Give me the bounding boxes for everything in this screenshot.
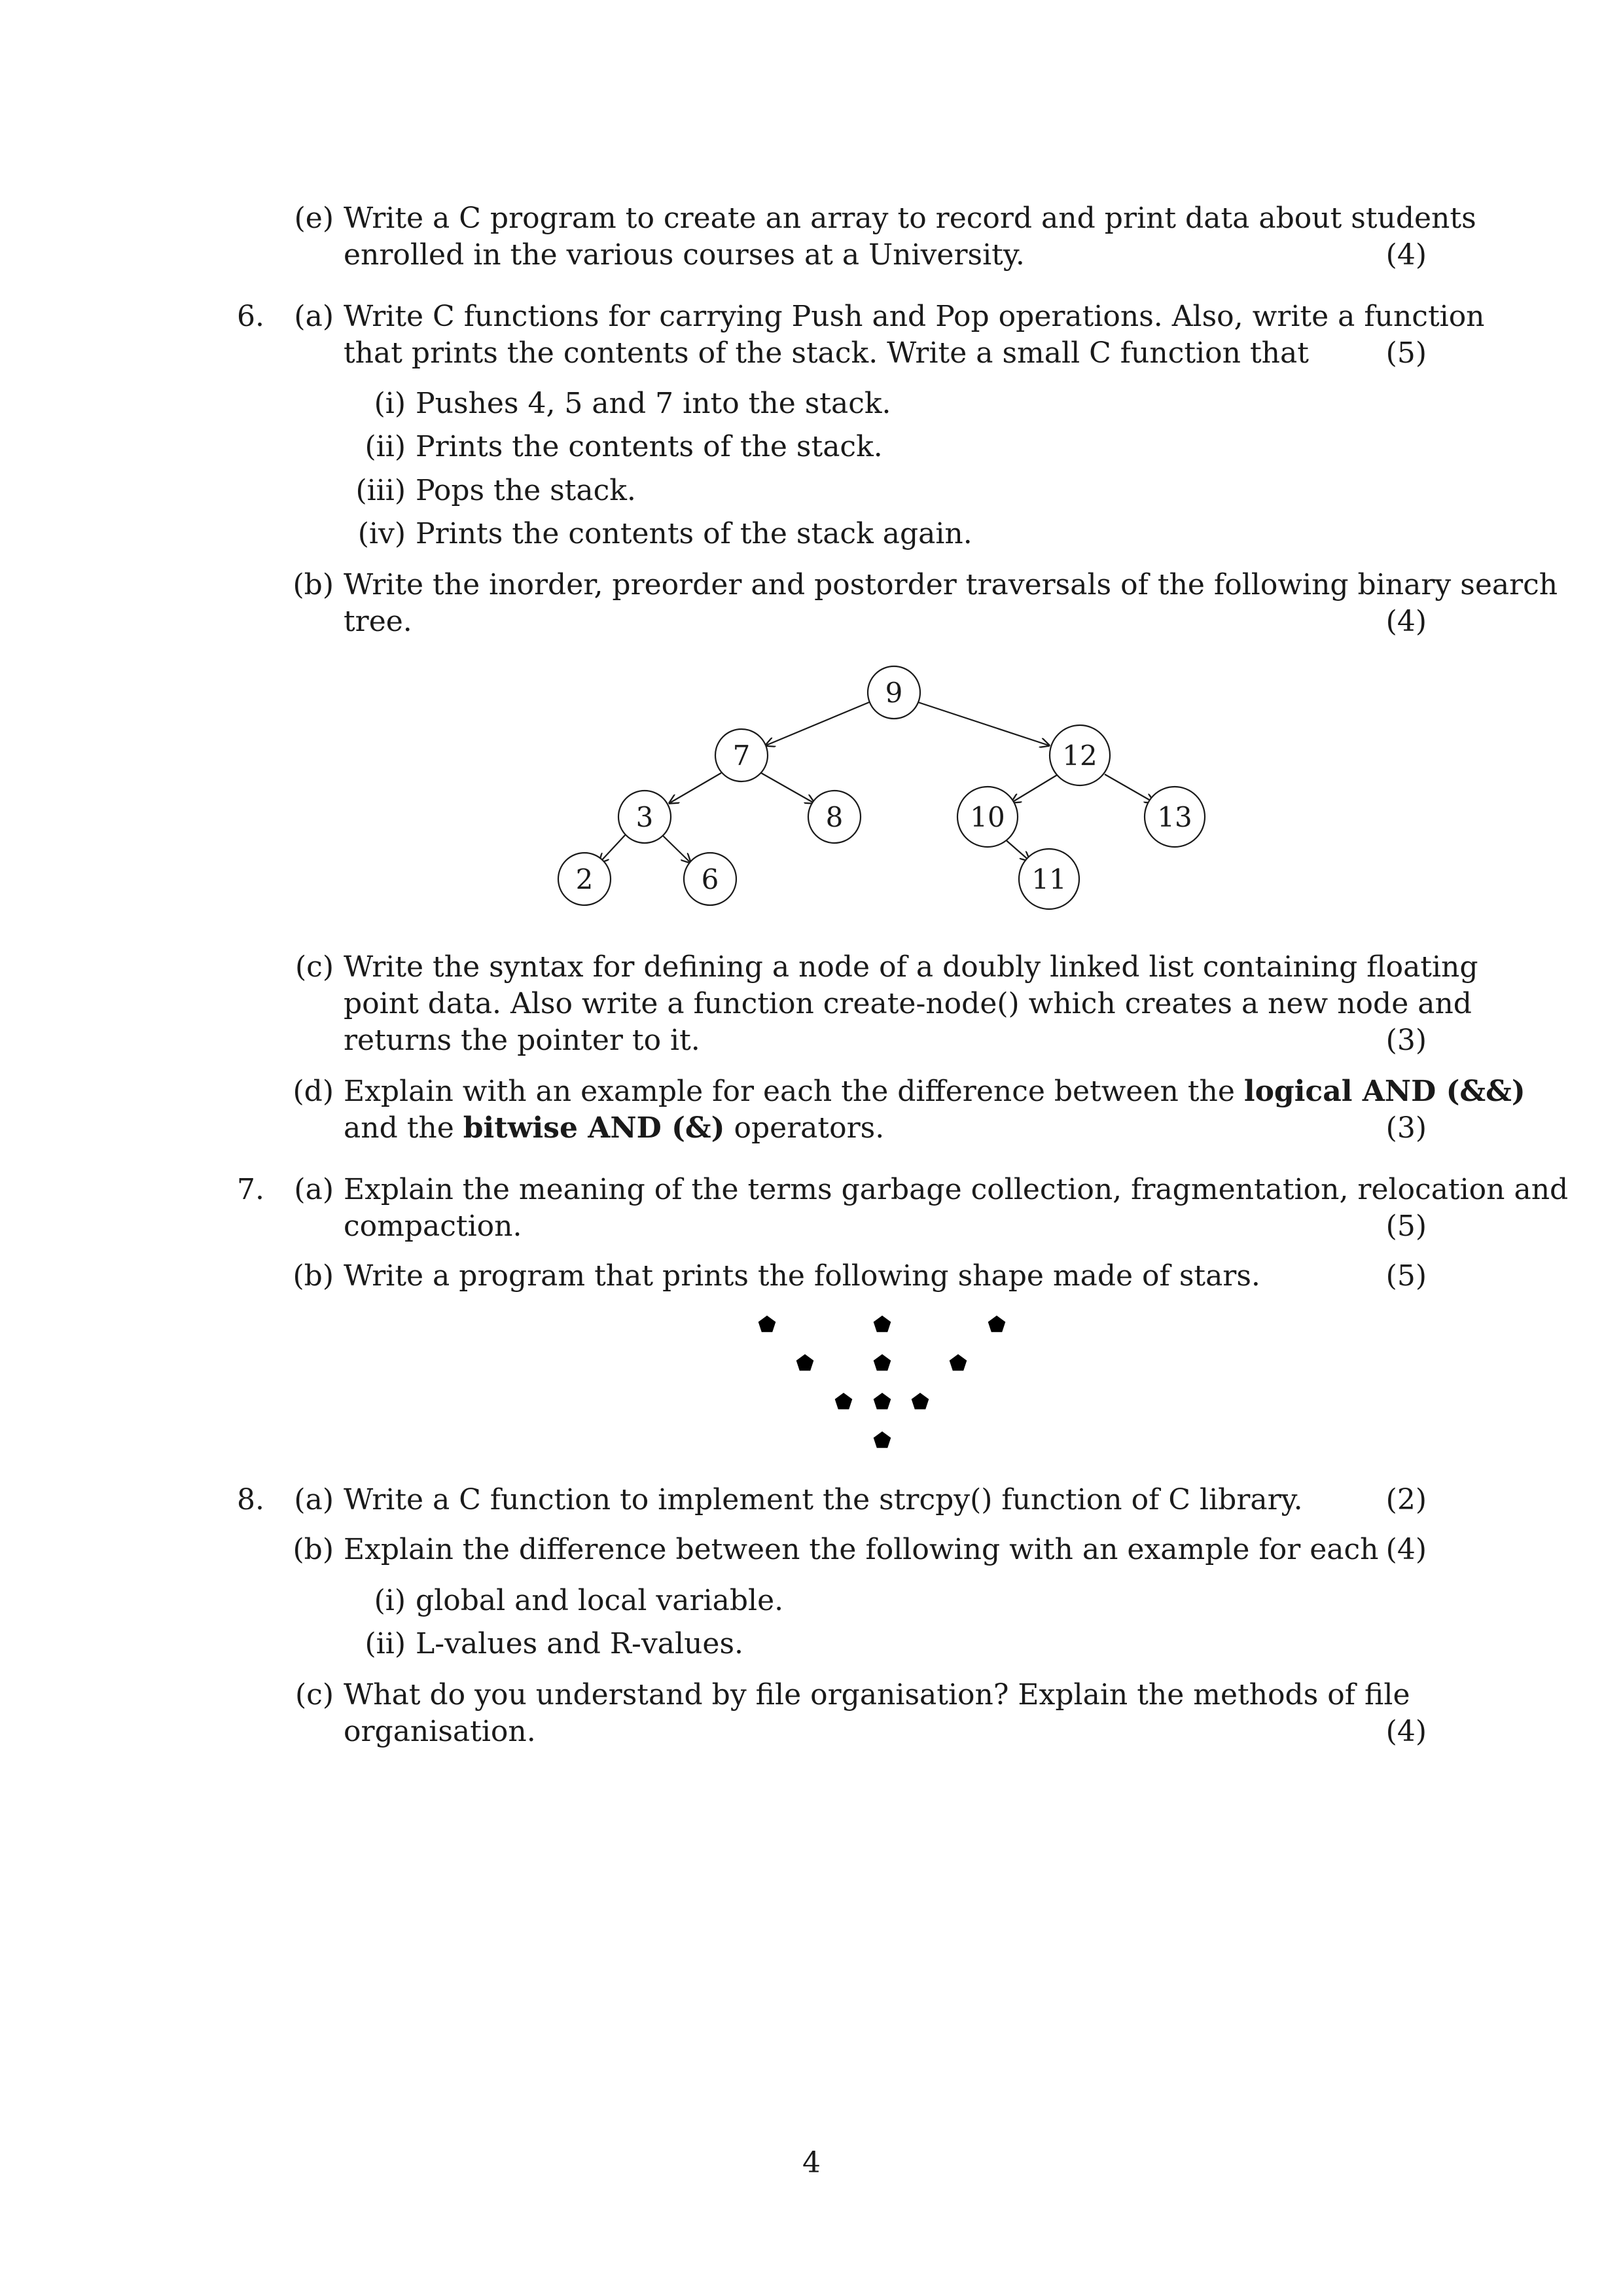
q5e-line2: enrolled in the various courses at a University. xyxy=(344,238,1025,272)
q7a-line2: compaction. xyxy=(344,1210,522,1243)
q6b-line2: tree. xyxy=(344,605,412,638)
q8c-label: (c) xyxy=(295,1678,334,1712)
star-icon xyxy=(950,1354,967,1371)
q8c-line2: organisation. xyxy=(344,1715,536,1748)
q6a-item-text: Prints the contents of the stack again. xyxy=(416,517,972,550)
page-number: 4 xyxy=(802,2146,821,2179)
q8b-marks: (4) xyxy=(1385,1533,1427,1566)
tree-edge xyxy=(1012,774,1058,802)
q6a-item-text: Pops the stack. xyxy=(416,474,636,507)
q6a-item-label: (iii) xyxy=(355,474,406,507)
q6b-marks: (4) xyxy=(1385,605,1427,638)
q6a-item-label: (iv) xyxy=(357,517,406,550)
tree-node-label: 3 xyxy=(635,801,654,833)
tree-node-label: 10 xyxy=(970,801,1005,833)
bst-diagram xyxy=(0,0,1623,949)
tree-edge xyxy=(766,702,869,745)
q6c-marks: (3) xyxy=(1385,1024,1427,1057)
star-icon xyxy=(912,1393,929,1409)
tree-node-label: 9 xyxy=(885,677,903,709)
q7b-marks: (5) xyxy=(1385,1259,1427,1293)
q6b-label: (b) xyxy=(293,568,334,601)
tree-node-label: 2 xyxy=(575,863,594,895)
q6a-marks: (5) xyxy=(1385,336,1427,370)
q6d-line2-pre: and the xyxy=(344,1111,463,1145)
q6d-line1 xyxy=(344,1073,1525,1110)
q6d-line1-text: Explain with an example for each the difference between the xyxy=(344,1075,1244,1108)
star-icon xyxy=(796,1354,814,1371)
q6a-label: (a) xyxy=(294,300,334,333)
q5e-line1: Write a C program to create an array to record and print data about students xyxy=(344,202,1476,235)
q8b-item-label: (ii) xyxy=(365,1627,406,1660)
q7b-label: (b) xyxy=(293,1259,334,1293)
q8b-item-label: (i) xyxy=(374,1584,406,1617)
q8b-item-text: L-values and R-values. xyxy=(416,1627,744,1660)
q7a-line1: Explain the meaning of the terms garbage collection, fragmentation, relocation and xyxy=(344,1173,1569,1206)
tree-edge xyxy=(761,773,814,803)
q6c-label: (c) xyxy=(295,950,334,984)
q6d-line2 xyxy=(344,1110,884,1147)
tree-edge xyxy=(1003,838,1029,861)
q7-number: 7. xyxy=(237,1173,264,1206)
star-icon xyxy=(988,1316,1006,1332)
q6d-marks: (3) xyxy=(1385,1111,1427,1145)
q6d-line1-bold: logical AND (&&) xyxy=(1243,1075,1525,1108)
tree-edge xyxy=(1105,774,1154,802)
tree-node-label: 12 xyxy=(1062,740,1097,772)
tree-node-label: 8 xyxy=(825,801,844,833)
q6a-item-label: (ii) xyxy=(365,430,406,463)
q6a-item-text: Prints the contents of the stack. xyxy=(416,430,883,463)
tree-edge xyxy=(918,702,1049,745)
star-icon xyxy=(874,1354,891,1371)
star-icon xyxy=(758,1316,776,1332)
q7a-label: (a) xyxy=(294,1173,334,1206)
star-icon xyxy=(874,1393,891,1409)
q8a-line1: Write a C function to implement the strcpy() function of C library. xyxy=(344,1483,1303,1516)
q6d-line2-bold: bitwise AND (&) xyxy=(463,1111,725,1145)
tree-edge xyxy=(599,834,626,863)
q8b-item-text: global and local variable. xyxy=(416,1584,784,1617)
star-icon xyxy=(874,1431,891,1448)
q6d-label: (d) xyxy=(293,1075,334,1108)
tree-node-label: 11 xyxy=(1031,863,1067,895)
q5e-marks: (4) xyxy=(1385,238,1427,272)
tree-node-label: 6 xyxy=(701,863,719,895)
q7b-line1: Write a program that prints the following shape made of stars. xyxy=(344,1259,1260,1293)
q8-number: 8. xyxy=(237,1483,264,1516)
q8b-line1: Explain the difference between the following with an example for each xyxy=(344,1533,1379,1566)
q6a-line2: that prints the contents of the stack. Write a small C function that xyxy=(344,336,1309,370)
tree-node-label: 13 xyxy=(1157,801,1192,833)
q8a-label: (a) xyxy=(294,1483,334,1516)
star-icon xyxy=(874,1316,891,1332)
star-shape xyxy=(0,1283,1623,1453)
q6d-line2-post: operators. xyxy=(724,1111,885,1145)
q8b-label: (b) xyxy=(293,1533,334,1566)
q7a-marks: (5) xyxy=(1385,1210,1427,1243)
tree-edge xyxy=(669,773,721,803)
tree-edge xyxy=(662,834,690,863)
q6a-item-text: Pushes 4, 5 and 7 into the stack. xyxy=(416,387,891,420)
q6c-line3: returns the pointer to it. xyxy=(344,1024,700,1057)
q6-number: 6. xyxy=(237,300,264,333)
star-icon xyxy=(835,1393,853,1409)
q8a-marks: (2) xyxy=(1385,1483,1427,1516)
q6a-item-label: (i) xyxy=(374,387,406,420)
q6c-line1: Write the syntax for defining a node of a doubly linked list containing floating xyxy=(344,950,1478,984)
q8c-line1: What do you understand by file organisation? Explain the methods of file xyxy=(344,1678,1410,1712)
q6a-line1: Write C functions for carrying Push and Pop operations. Also, write a function xyxy=(344,300,1485,333)
q6c-line2: point data. Also write a function create-node() which creates a new node and xyxy=(344,987,1472,1020)
q6b-line1: Write the inorder, preorder and postorder traversals of the following binary search xyxy=(344,568,1558,601)
q8c-marks: (4) xyxy=(1385,1715,1427,1748)
tree-node-label: 7 xyxy=(732,740,751,772)
q5e-label: (e) xyxy=(294,202,334,235)
